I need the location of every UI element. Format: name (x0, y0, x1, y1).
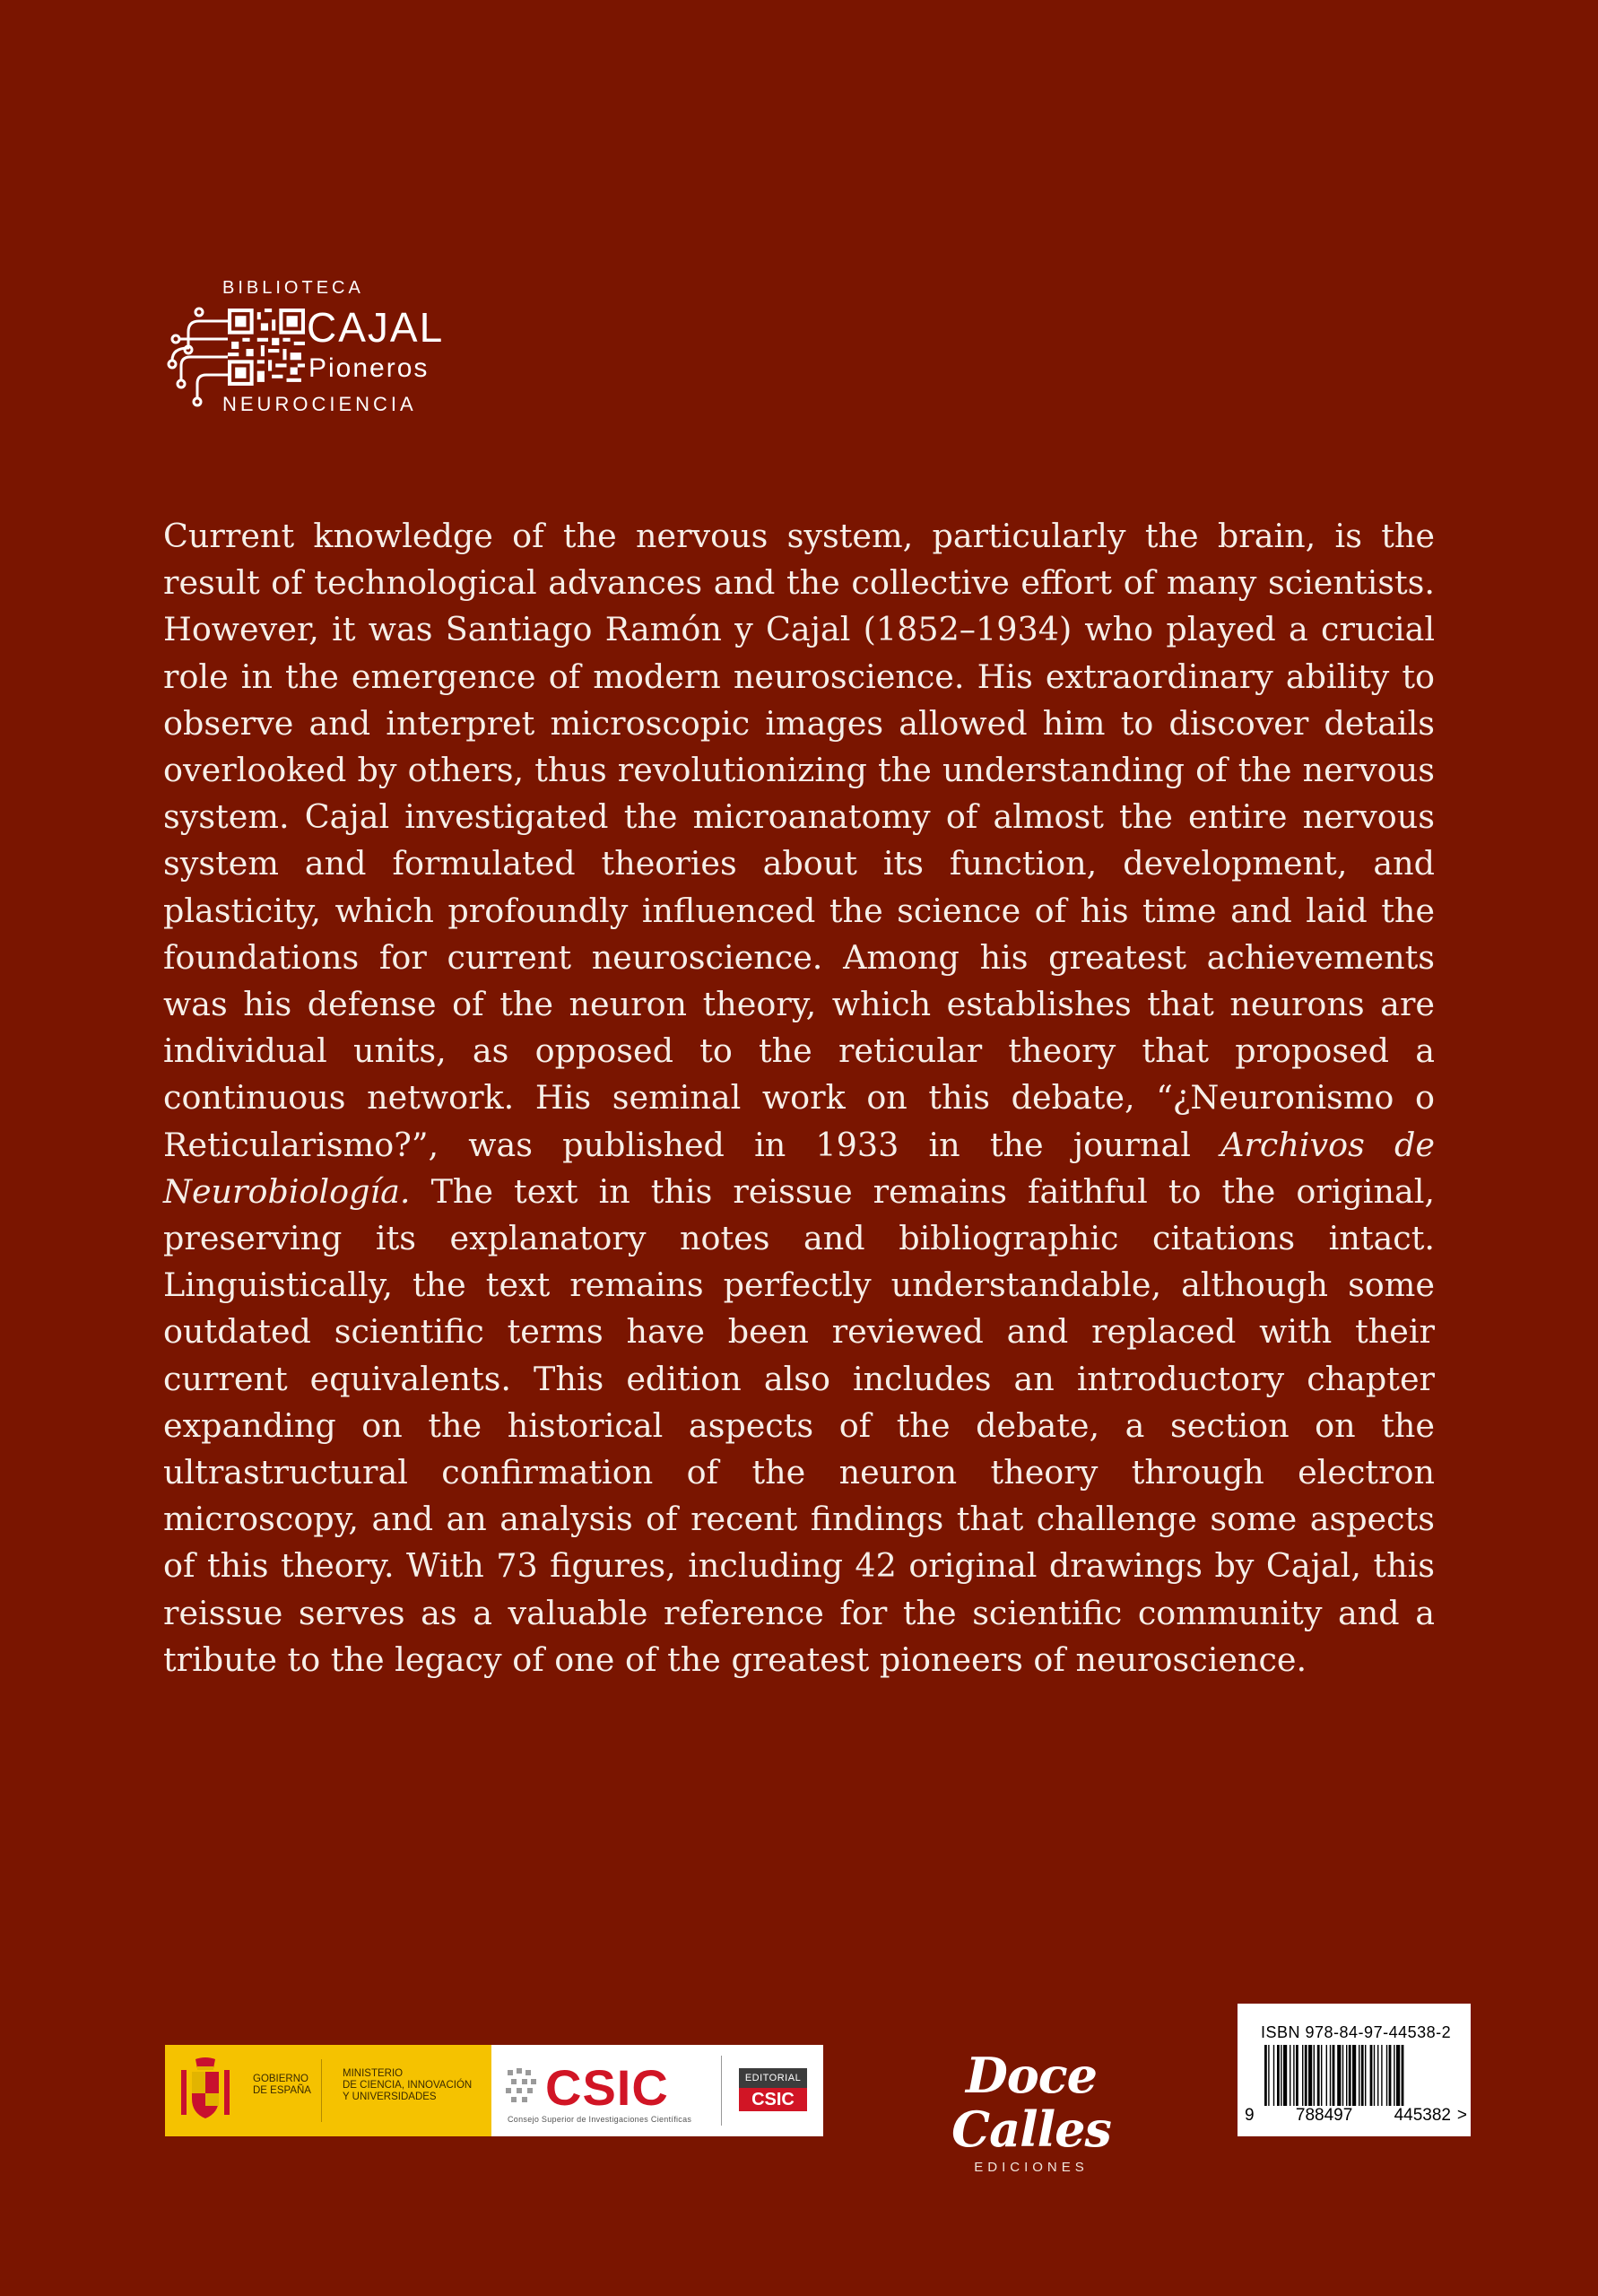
barcode-bar (1330, 2045, 1331, 2106)
barcode-bar (1389, 2045, 1392, 2106)
barcode-bar (1317, 2045, 1320, 2106)
barcode-bar (1374, 2045, 1375, 2106)
isbn-digit-group: 445382 (1394, 2106, 1451, 2125)
publisher-subtitle: EDICIONES (974, 2160, 1089, 2175)
series-logo (163, 276, 459, 427)
logo-title: CAJAL (307, 304, 445, 351)
editorial-csic-logo (739, 2068, 807, 2113)
logo-top-text: BIBLIOTECA (222, 278, 364, 298)
government-logo (165, 2045, 491, 2136)
sponsor-logos (165, 2045, 823, 2136)
ministry-text: MINISTERIO DE CIENCIA, INNOVACIÓN Y UNIVERSIDADES (343, 2068, 473, 2102)
isbn-arrow: > (1456, 2106, 1467, 2125)
csic-full-name: Consejo Superior de Investigaciones Científicas (508, 2115, 692, 2124)
barcode-bar (1277, 2045, 1280, 2106)
divider (721, 2056, 722, 2126)
editorial-csic-label: CSIC (739, 2088, 807, 2111)
logo-bottom-text: NEUROCIENCIA (222, 393, 417, 415)
barcode-bar (1349, 2045, 1351, 2106)
barcode-bar (1337, 2045, 1341, 2106)
isbn-label: ISBN 978-84-97-44538-2 (1261, 2023, 1452, 2041)
divider (321, 2059, 322, 2122)
barcode-bar (1377, 2045, 1378, 2106)
isbn-digits (1245, 2106, 1451, 2126)
csic-emblem-icon (506, 2068, 538, 2106)
barcode-bar (1308, 2045, 1312, 2106)
barcode-bar (1321, 2045, 1322, 2106)
barcode-bar (1386, 2045, 1387, 2106)
barcode-bar (1314, 2045, 1315, 2106)
barcode-bar (1365, 2045, 1366, 2106)
publisher-name: Doce Calles (951, 2047, 1111, 2158)
barcode-icon (1264, 2045, 1444, 2106)
barcode-bar (1264, 2045, 1267, 2106)
coat-of-arms-icon (178, 2057, 233, 2124)
blurb-text-part2: The text in this reissue remains faithful to the original, preserving its explanatory notes and bibliographic citations intact. Linguistically, the text remains perfectly understandable, although some outdated scientific terms have been reviewed and replaced with their current equivalents. This edition also includes an introductory chapter expanding on the historical aspects of the debate, a section on the ultrastructural confirmation of the neuron theory through electron microscopy, and an analysis of recent findings that challenge some aspects of this theory. With 73 figures, including 42 original drawings by Cajal, this reissue serves as a valuable reference for the scientific community and a tribute to the legacy of one of the greatest pioneers of neuroscience. (163, 1171, 1435, 1679)
qr-code-icon (228, 309, 305, 386)
journal-title: Archivos de Neurobiología. (163, 1125, 1435, 1211)
editorial-label: EDITORIAL (739, 2068, 807, 2088)
government-text: GOBIERNO DE ESPAÑA (253, 2074, 311, 2096)
barcode-bar (1381, 2045, 1382, 2106)
barcode-bar (1342, 2045, 1343, 2106)
barcode-bar (1293, 2045, 1294, 2106)
csic-wordmark: CSIC (545, 2059, 669, 2116)
barcode-bar (1326, 2045, 1327, 2106)
csic-logo (491, 2045, 823, 2136)
barcode-bar (1346, 2045, 1347, 2106)
publisher-logo (879, 2048, 1184, 2175)
barcode-bar (1305, 2045, 1307, 2106)
blurb-text-part1: Current knowledge of the nervous system, particularly the brain, is the result of technological advances and the collective effort of many scientists. However, it was Santiago Ramón y Cajal (1852–1934) who played a crucial role in the emergence of modern neuroscience. His extraordinary ability to observe and interpret microscopic images allowed him to discover details overlooked by others, thus revolutionizing the understanding of the nervous system. Cajal investigated the microanatomy of almost the entire nervous system and formulated theories about its function, development, and plasticity, which profoundly influenced the science of his time and laid the foundations for current neuroscience. Among his greatest achievements was his defense of the neuron theory, which establishes that neurons are individual units, as opposed to the reticular theory that proposed a continuous network. His seminal work on this debate, “¿Neuronismo o Reticularismo?”, was published in 1933 in the journal (163, 517, 1435, 1164)
barcode-bar (1370, 2045, 1373, 2106)
barcode-bar (1402, 2045, 1404, 2106)
isbn-digit-group: 9 (1245, 2106, 1255, 2125)
back-cover-blurb (163, 513, 1435, 1683)
logo-subtitle: Pioneros (308, 353, 430, 383)
barcode-bar (1361, 2045, 1364, 2106)
isbn-barcode (1238, 2004, 1471, 2136)
barcode-bar (1273, 2045, 1274, 2106)
isbn-digit-group: 788497 (1295, 2106, 1353, 2125)
barcode-bar (1396, 2045, 1400, 2106)
barcode-bar (1268, 2045, 1269, 2106)
barcode-bar (1296, 2045, 1298, 2106)
barcode-bar (1333, 2045, 1335, 2106)
barcode-bar (1352, 2045, 1356, 2106)
barcode-bar (1302, 2045, 1303, 2106)
barcode-bar (1283, 2045, 1287, 2106)
